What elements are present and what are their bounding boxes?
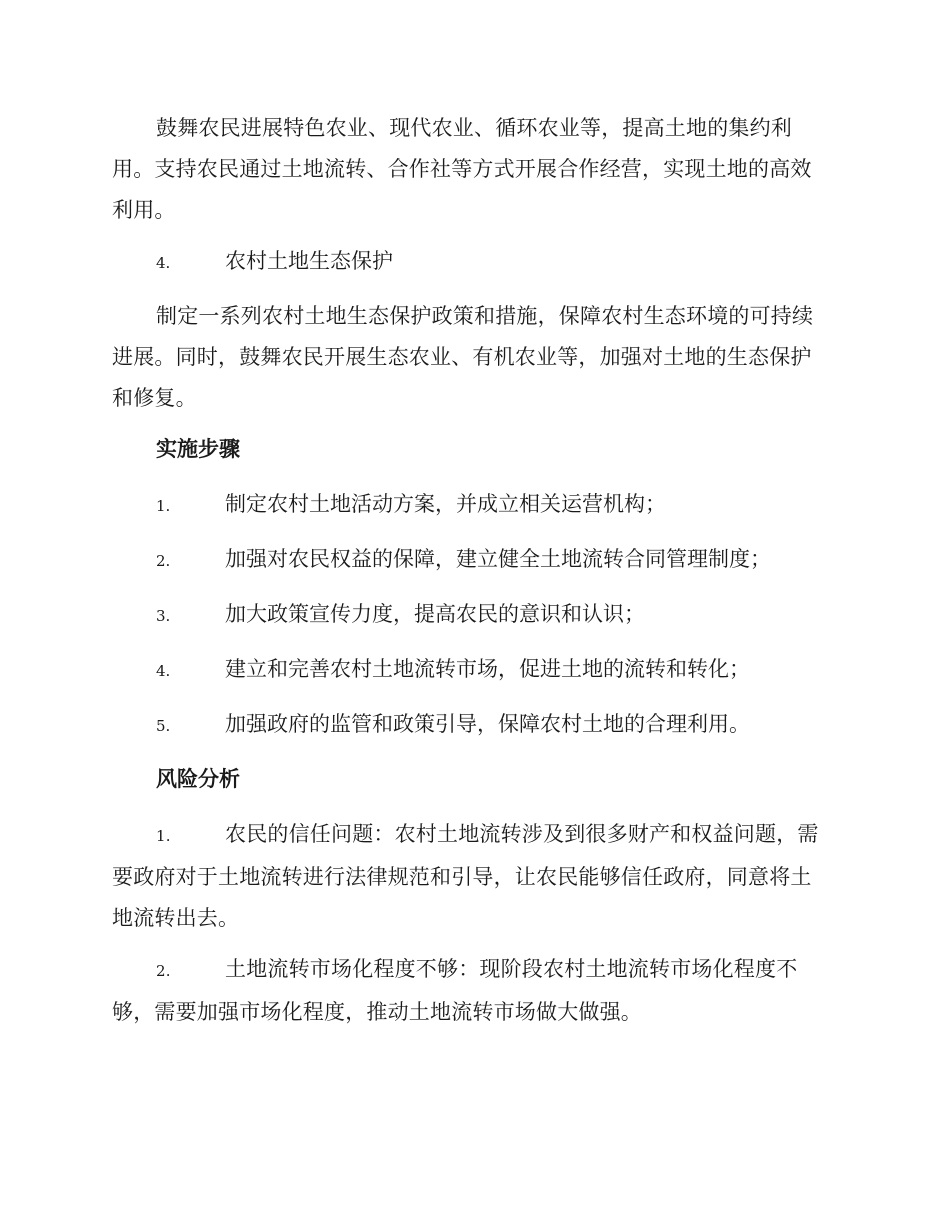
- paragraph-intensive-use: 鼓舞农民进展特色农业、现代农业、循环农业等，提高土地的集约利用。支持农民通过土地流转、合作社等方式开展合作经营，实现土地的高效利用。: [112, 116, 812, 222]
- step-text: 加强政府的监管和政策引导，保障农村土地的合理利用。: [225, 712, 750, 736]
- risk-text: 土地流转市场化程度不够：现阶段农村土地流转市场化程度不够，需要加强市场化程度，推动土地流转市场做大做强。: [112, 957, 798, 1024]
- risk-text: 农民的信任问题：农村土地流转涉及到很多财产和权益问题，需要政府对于土地流转进行法律规范和引导，让农民能够信任政府，同意将土地流转出去。: [112, 822, 819, 930]
- step-item-5: [112, 704, 832, 745]
- section-item-4: [112, 241, 832, 282]
- step-number: 5.: [156, 717, 171, 735]
- step-text: 建立和完善农村土地流转市场，促进土地的流转和转化；: [225, 657, 750, 681]
- risk-item-2: [112, 949, 832, 1033]
- step-item-1: [112, 484, 832, 525]
- step-number: 2.: [156, 552, 171, 570]
- risk-number: 2.: [156, 962, 171, 980]
- step-text: 加强对农民权益的保障，建立健全土地流转合同管理制度；: [225, 547, 771, 571]
- item-title: 农村土地生态保护: [225, 249, 393, 273]
- heading-risk-analysis: 风险分析: [156, 767, 240, 791]
- document-page: [112, 108, 832, 1043]
- step-number: 1.: [156, 497, 171, 515]
- step-item-4: [112, 649, 832, 690]
- heading-implementation-steps: 实施步骤: [156, 437, 240, 461]
- step-text: 加大政策宣传力度，提高农民的意识和认识；: [225, 602, 645, 626]
- step-item-2: [112, 539, 832, 580]
- step-text: 制定农村土地活动方案，并成立相关运营机构；: [225, 492, 666, 516]
- risk-item-1: [112, 814, 832, 939]
- step-number: 3.: [156, 607, 171, 625]
- item-number: 4.: [156, 254, 171, 272]
- risk-number: 1.: [156, 827, 171, 845]
- step-item-3: [112, 594, 832, 635]
- step-number: 4.: [156, 662, 171, 680]
- paragraph-eco-protection: 制定一系列农村土地生态保护政策和措施，保障农村生态环境的可持续进展。同时，鼓舞农民开展生态农业、有机农业等，加强对土地的生态保护和修复。: [112, 304, 814, 410]
